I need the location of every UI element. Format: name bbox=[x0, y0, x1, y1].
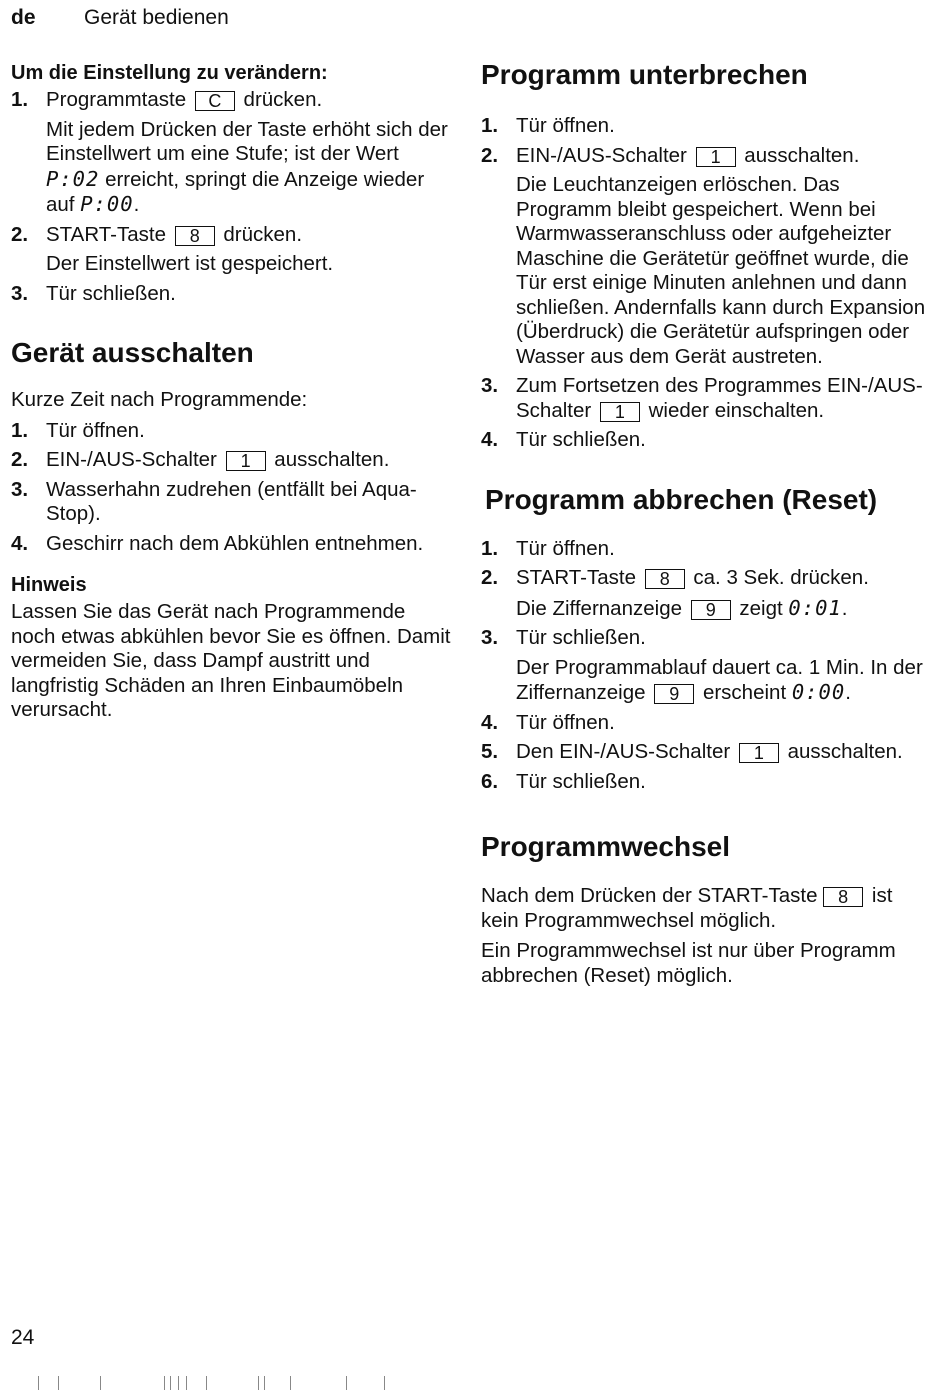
switch-text-1: Nach dem Drücken der START-Taste 8 ist kein Programmwechsel möglich. bbox=[481, 884, 893, 932]
step-item: 2. START-Taste 8 ca. 3 Sek. drücken. Die Ziffernanzeige 9 zeigt 0:01. bbox=[481, 566, 926, 621]
reset-steps bbox=[481, 537, 926, 795]
display-code: 0:01 bbox=[788, 595, 842, 620]
step-item: 2. EIN-/AUS-Schalter 1 ausschalten. Die Leuchtanzeigen erlöschen. Das Programm bleibt gespeichert. Wenn bei Warmwasseranschluss oder aufgeheizter Maschine die Gerätetür geöffnet wurde, die Tür erst einige Minuten anlehnen und dann schließen. Andernfalls kann durch Expansion (Überdruck) die Gerätetür aufspringen oder Wasser aus dem Gerät austreten. bbox=[481, 143, 926, 368]
step-note: Die Leuchtanzeigen erlöschen. Das Programm bleibt gespeichert. Wenn bei Warmwasseranschluss oder aufgeheizter Maschine die Gerätetür geöffnet wurde, die Tür erst einige Minuten anlehnen und dann schließen. Andernfalls kann durch Expansion (Überdruck) die Gerätetür aufspringen oder Wasser aus dem Gerät austreten. bbox=[516, 173, 926, 368]
left-column bbox=[11, 58, 451, 723]
page-header bbox=[11, 6, 229, 30]
key-8-symbol: 8 bbox=[823, 887, 863, 907]
step-item: 6. Tür schließen. bbox=[481, 769, 646, 793]
key-1-symbol: 1 bbox=[739, 743, 779, 763]
step-item: 1. Tür öffnen. bbox=[481, 114, 615, 137]
switch-text-2: Ein Programmwechsel ist nur über Programm abbrechen (Reset) möglich. bbox=[481, 939, 896, 987]
step-item: 1. Programmtaste C drücken. Mit jedem Drücken der Taste erhöht sich der Einstellwert um eine Stufe; ist der Wert P:02 erreicht, springt die Anzeige wieder auf P:00. bbox=[11, 88, 451, 218]
key-c-symbol: C bbox=[195, 91, 235, 111]
section-heading-reset: Programm abbrechen (Reset) bbox=[485, 483, 878, 515]
key-8-symbol: 8 bbox=[175, 226, 215, 246]
step-note: Der Einstellwert ist gespeichert. bbox=[46, 252, 334, 275]
key-8-symbol: 8 bbox=[645, 569, 685, 589]
hint-text: Lassen Sie das Gerät nach Programmende noch etwas abkühlen bevor Sie es öffnen. Damit vermeiden Sie, dass Dampf austritt und langfristig Schäden an Ihren Einbaumöbeln verursacht. bbox=[11, 600, 451, 721]
step-item: 3. Wasserhahn zudrehen (entfällt bei Aqua-Stop). bbox=[11, 477, 417, 525]
chapter-title: Gerät bedienen bbox=[84, 6, 229, 29]
display-code: 0:00 bbox=[791, 680, 846, 704]
right-column bbox=[481, 58, 926, 988]
section-heading-pause: Programm unterbrechen bbox=[481, 59, 808, 90]
change-setting-heading: Um die Einstellung zu verändern: bbox=[11, 62, 328, 84]
key-1-symbol: 1 bbox=[226, 451, 266, 471]
key-1-symbol: 1 bbox=[696, 147, 736, 167]
step-item: 4. Geschirr nach dem Abkühlen entnehmen. bbox=[11, 531, 424, 555]
key-1-symbol: 1 bbox=[600, 402, 640, 422]
step-item: 4. Tür schließen. bbox=[481, 428, 646, 451]
hint-heading: Hinweis bbox=[11, 574, 87, 596]
step-item: 2. EIN-/AUS-Schalter 1 ausschalten. bbox=[11, 448, 390, 471]
step-note: Der Programmablauf dauert ca. 1 Min. In der Ziffernanzeige 9 erscheint 0:00. bbox=[516, 655, 923, 704]
step-item: 3. Tür schließen. Der Programmablauf dauert ca. 1 Min. In der Ziffernanzeige 9 erscheint 0:00. bbox=[481, 626, 926, 706]
key-9-symbol: 9 bbox=[691, 600, 731, 620]
change-setting-steps bbox=[11, 88, 451, 306]
step-item: 5. Den EIN-/AUS-Schalter 1 ausschalten. bbox=[481, 740, 903, 763]
step-item: 1. Tür öffnen. bbox=[481, 536, 615, 560]
step-note: Die Ziffernanzeige 9 zeigt 0:01. bbox=[516, 595, 848, 620]
display-code: P:02 bbox=[46, 166, 100, 191]
pause-steps bbox=[481, 114, 926, 453]
step-item: 1. Tür öffnen. bbox=[11, 418, 145, 442]
page-number: 24 bbox=[11, 1326, 35, 1349]
step-item: 2. START-Taste 8 drücken. Der Einstellwert ist gespeichert. bbox=[11, 223, 451, 277]
off-steps bbox=[11, 419, 451, 557]
footer-tick-marks bbox=[0, 1376, 950, 1392]
section-heading-off: Gerät ausschalten bbox=[11, 337, 254, 368]
step-note: Mit jedem Drücken der Taste erhöht sich der Einstellwert um eine Stufe; ist der Wert P:02 erreicht, springt die Anzeige wieder auf P:00. bbox=[46, 117, 448, 216]
language-code: de bbox=[11, 6, 36, 29]
step-item: 3. Zum Fortsetzen des Programmes EIN-/AUS-Schalter 1 wieder einschalten. bbox=[481, 374, 923, 422]
step-item: 3. Tür schließen. bbox=[11, 281, 176, 305]
display-code: P:00 bbox=[80, 192, 134, 216]
key-9-symbol: 9 bbox=[654, 684, 694, 704]
section-heading-switch: Programmwechsel bbox=[481, 831, 730, 862]
off-intro: Kurze Zeit nach Programmende: bbox=[11, 388, 308, 411]
step-item: 4. Tür öffnen. bbox=[481, 710, 615, 734]
